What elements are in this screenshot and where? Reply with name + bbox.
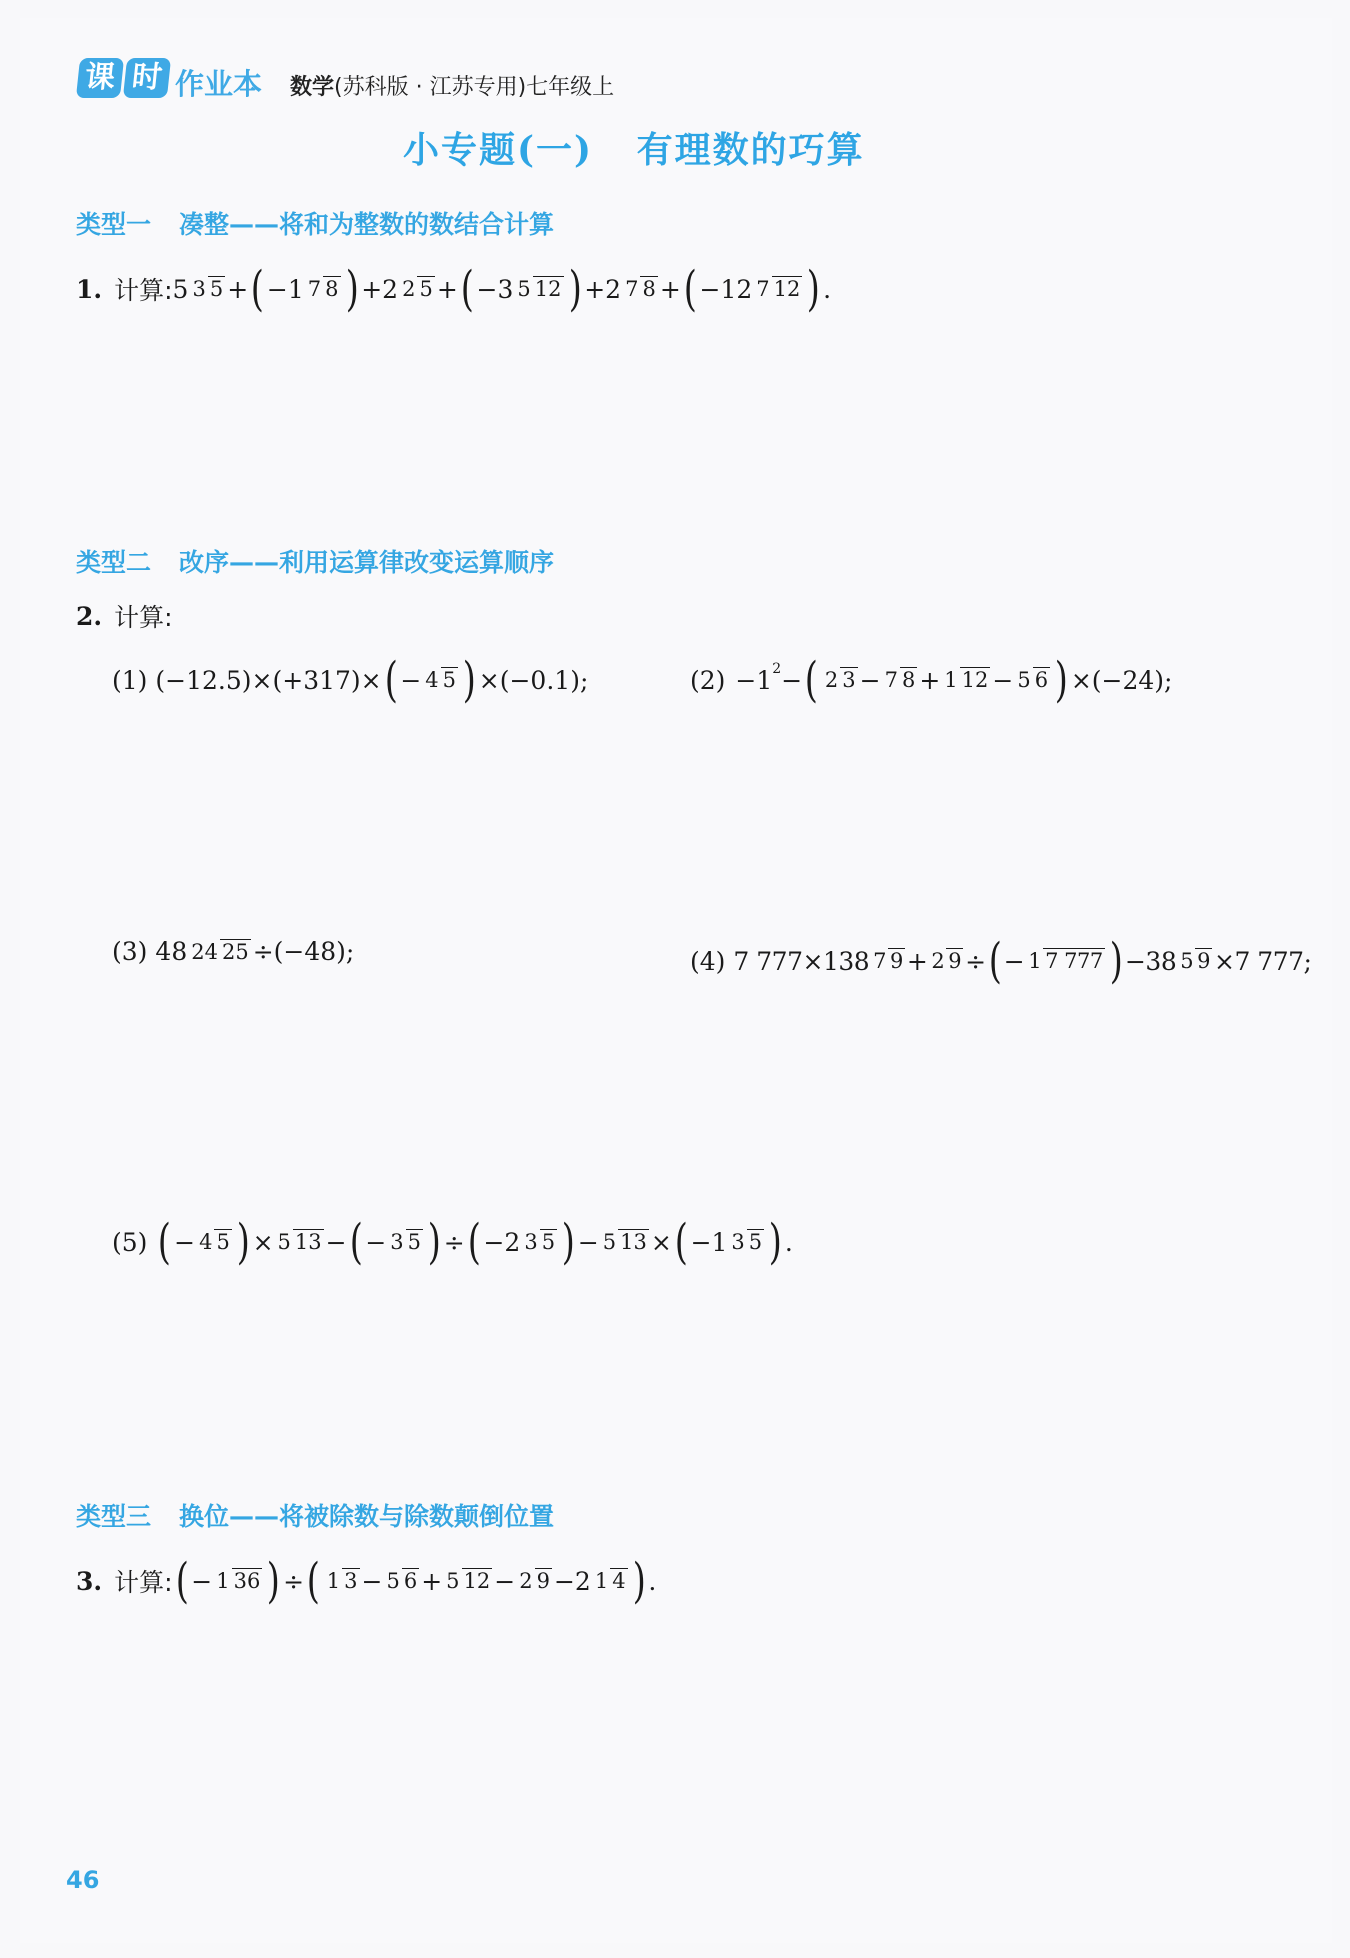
page-title: 小专题(一) 有理数的巧算 xyxy=(403,129,865,171)
subproblem-label: (5) xyxy=(112,1227,148,1257)
problem-2 xyxy=(76,598,173,634)
logo-char-1: 课 xyxy=(76,58,124,98)
subproblem-4 xyxy=(690,933,1312,989)
subproblem-5 xyxy=(112,1214,793,1270)
section-description: 凑整——将和为整数的数结合计算 xyxy=(179,210,555,239)
section-type-label: 类型三 xyxy=(76,1502,152,1531)
section-heading-1 xyxy=(76,205,554,241)
subproblem-label: (3) xyxy=(112,937,148,966)
math-expression: ( − 1 36 ) ÷ ( 1 3 − 5 6 + 5 12 − 2 9 −2 1 4 ) . xyxy=(175,1553,657,1609)
problem-lead: 计算: xyxy=(114,1568,173,1597)
problem-lead: 计算: xyxy=(114,603,173,632)
section-type-label: 类型一 xyxy=(76,210,152,239)
subproblem-label: (4) xyxy=(690,946,726,976)
math-expression: (−12.5)×(+317)× ( − 4 5 ) ×(−0.1); xyxy=(155,652,589,708)
book-info xyxy=(290,70,614,101)
problem-number: 1. xyxy=(76,274,103,304)
subproblem-1 xyxy=(112,652,589,708)
problem-1 xyxy=(76,261,832,317)
problem-lead: 计算: xyxy=(114,276,173,305)
section-heading-3 xyxy=(76,1497,554,1533)
subproblem-label: (1) xyxy=(112,665,148,695)
problem-number: 3. xyxy=(76,1566,103,1596)
subproblem-label: (2) xyxy=(690,665,726,695)
brand-logo xyxy=(78,58,262,103)
logo-char-2: 时 xyxy=(123,58,171,98)
subproblem-2 xyxy=(690,652,1173,708)
math-expression: −12− ( 2 3 − 7 8 + 1 12 − 5 6 ) ×(−24); xyxy=(735,652,1173,708)
math-expression: ( − 4 5 ) × 5 13 − ( − 3 5 ) ÷ ( −2 3 5 ) − 5 13 × ( −1 3 5 ) . xyxy=(158,1214,793,1270)
brand-name: 作业本 xyxy=(175,67,263,101)
subproblem-3 xyxy=(112,937,354,966)
edition-label: (苏科版 · 江苏专用)七年级上 xyxy=(334,75,615,100)
page-number: 46 xyxy=(66,1866,100,1894)
section-heading-2 xyxy=(76,543,554,579)
math-expression: 7 777×138 7 9 + 2 9 ÷ ( − 1 7 777 ) −38 5 9 ×7 777; xyxy=(733,933,1312,989)
section-description: 换位——将被除数与除数颠倒位置 xyxy=(179,1502,555,1531)
math-expression: 5 3 5 + ( −1 7 8 ) +2 2 5 + ( −3 5 12 ) +2 7 8 + ( −12 7 12 ) . xyxy=(172,261,832,317)
problem-3 xyxy=(76,1553,657,1609)
subject-label: 数学 xyxy=(290,75,335,100)
section-description: 改序——利用运算律改变运算顺序 xyxy=(179,548,555,577)
section-type-label: 类型二 xyxy=(76,548,152,577)
math-expression: 48 24 25 ÷(−48); xyxy=(155,937,355,966)
problem-number: 2. xyxy=(76,601,103,631)
